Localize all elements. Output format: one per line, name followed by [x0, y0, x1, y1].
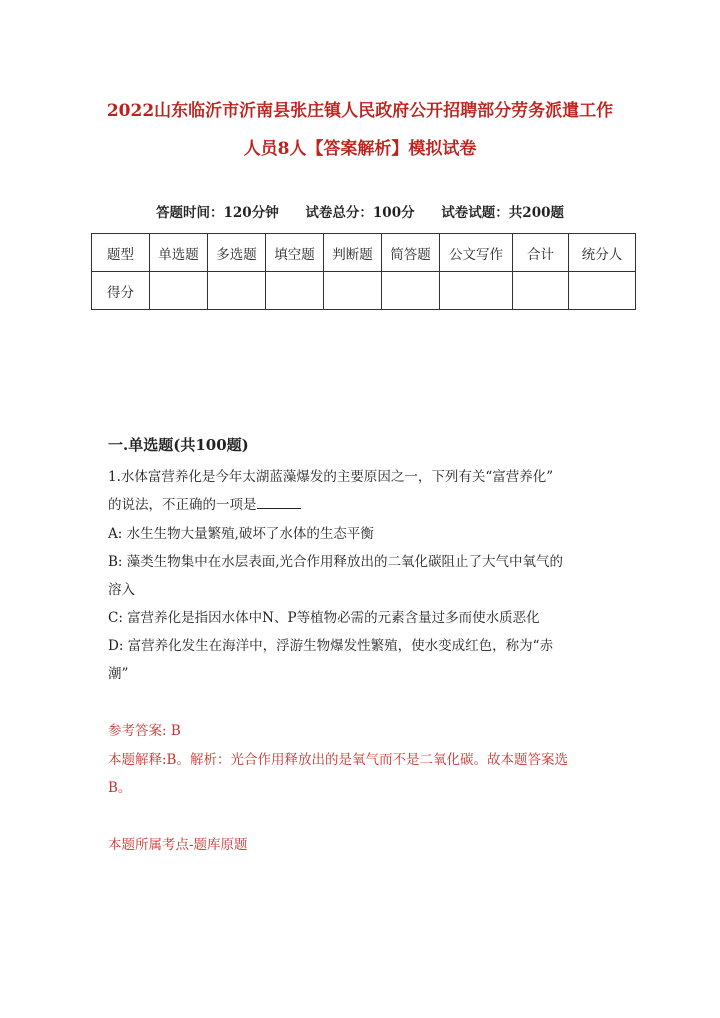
score-header-cell: 填空题 — [266, 234, 324, 272]
question-stem-text: 的说法，不正确的一项是 — [108, 497, 257, 513]
score-header-cell: 合计 — [513, 234, 569, 272]
score-table-score-row — [92, 272, 636, 310]
score-table — [91, 233, 636, 310]
score-header-cell: 题型 — [92, 234, 150, 272]
score-header-cell: 公文写作 — [440, 234, 513, 272]
score-header-cell: 单选题 — [150, 234, 208, 272]
score-header-cell: 多选题 — [208, 234, 266, 272]
score-cell — [324, 272, 382, 310]
question-source: 本题所属考点-题库原题 — [108, 837, 248, 853]
exam-meta — [0, 201, 720, 221]
score-row-label: 得分 — [92, 272, 150, 310]
score-header-cell: 统分人 — [569, 234, 636, 272]
answer-blank — [257, 496, 301, 509]
explanation-line-2: B。 — [108, 780, 132, 796]
score-cell — [569, 272, 636, 310]
score-header-cell: 判断题 — [324, 234, 382, 272]
exam-total-score: 试卷总分：100分 — [305, 205, 415, 221]
section-title: 一.单选题(共100题) — [108, 436, 249, 454]
score-cell — [513, 272, 569, 310]
option-c: C: 富营养化是指因水体中N、P等植物必需的元素含量过多而使水质恶化 — [108, 610, 540, 626]
score-header-cell: 简答题 — [382, 234, 440, 272]
exam-total-questions: 试卷试题：共200题 — [441, 205, 564, 221]
score-cell — [208, 272, 266, 310]
exam-time: 答题时间：120分钟 — [156, 205, 279, 221]
score-cell — [382, 272, 440, 310]
option-d-line-1: D: 富营养化发生在海洋中，浮游生物爆发性繁殖，使水变成红色，称为“赤 — [108, 638, 554, 654]
option-b-line-1: B: 藻类生物集中在水层表面,光合作用释放出的二氧化碳阻止了大气中氧气的 — [108, 554, 564, 570]
option-d-line-2: 潮” — [108, 666, 129, 682]
reference-answer: 参考答案: B — [108, 723, 181, 739]
option-a: A: 水生生物大量繁殖,破坏了水体的生态平衡 — [108, 526, 374, 542]
question-stem-line-2 — [108, 493, 301, 513]
score-cell — [150, 272, 208, 310]
option-b-line-2: 溶入 — [108, 582, 135, 598]
explanation-line-1: 本题解释:B。解析：光合作用释放出的是氧气而不是二氧化碳。故本题答案选 — [108, 752, 568, 768]
question-stem-line-1: 1.水体富营养化是今年太湖蓝藻爆发的主要原因之一，下列有关“富营养化” — [108, 469, 554, 485]
score-table-header-row — [92, 234, 636, 272]
exam-title-line-2: 人员8人【答案解析】模拟试卷 — [243, 139, 477, 159]
score-cell — [440, 272, 513, 310]
score-cell — [266, 272, 324, 310]
exam-title-line-1: 2022山东临沂市沂南县张庄镇人民政府公开招聘部分劳务派遣工作 — [106, 101, 614, 121]
